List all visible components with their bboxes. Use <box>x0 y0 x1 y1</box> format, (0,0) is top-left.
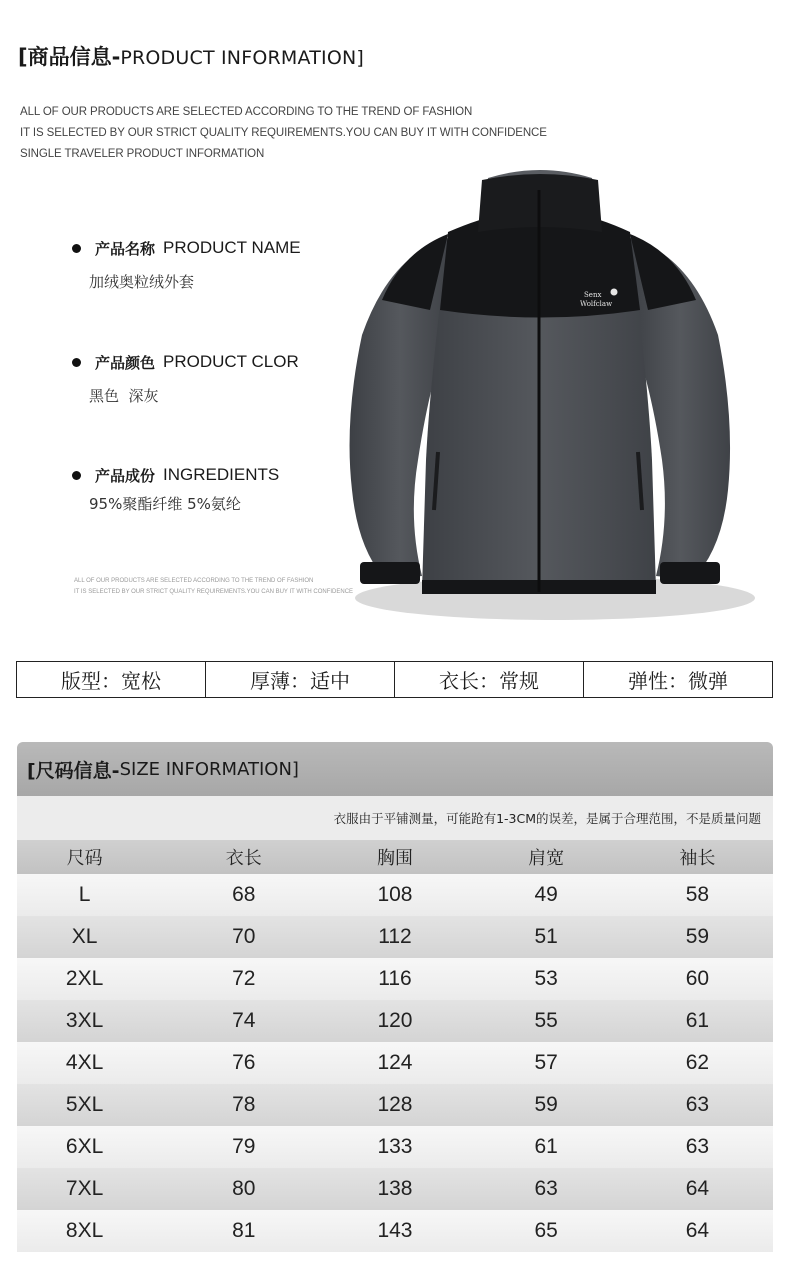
table-row <box>17 1000 773 1042</box>
table-cell: 133 <box>319 1126 470 1168</box>
table-cell: 58 <box>622 874 773 916</box>
table-cell: 120 <box>319 1000 470 1042</box>
table-cell: 128 <box>319 1084 470 1126</box>
bullet-icon <box>72 358 81 367</box>
table-cell: 61 <box>471 1126 622 1168</box>
left-cuff <box>360 562 420 584</box>
attribute-value: 黑色 深灰 <box>89 387 159 405</box>
product-info-title <box>18 42 364 72</box>
right-cuff <box>660 562 720 584</box>
small-print <box>74 576 353 598</box>
size-table-header <box>17 840 773 874</box>
table-cell: 116 <box>319 958 470 1000</box>
bullet-icon <box>72 244 81 253</box>
table-cell: 53 <box>471 958 622 1000</box>
size-info-section <box>17 742 773 1272</box>
table-cell: XL <box>17 916 168 958</box>
table-cell: 78 <box>168 1084 319 1126</box>
table-row <box>17 1168 773 1210</box>
intro-line: SINGLE TRAVELER PRODUCT INFORMATION <box>20 148 265 160</box>
table-row <box>17 1084 773 1126</box>
table-cell: 79 <box>168 1126 319 1168</box>
table-row <box>17 874 773 916</box>
fit-cell-length: 衣长：常规 <box>395 662 584 697</box>
size-info-title <box>17 742 773 796</box>
table-cell: 70 <box>168 916 319 958</box>
intro-line: ALL OF OUR PRODUCTS ARE SELECTED ACCORDING TO THE TREND OF FASHION <box>20 106 473 118</box>
jacket-logo-mark <box>611 289 618 296</box>
size-info-title-en: SIZE INFORMATION] <box>119 758 299 780</box>
table-row <box>17 1042 773 1084</box>
table-cell: 64 <box>622 1168 773 1210</box>
attribute-product-color <box>72 350 299 406</box>
table-cell: 63 <box>622 1126 773 1168</box>
table-cell: 62 <box>622 1042 773 1084</box>
fit-attributes-row <box>16 661 773 698</box>
jacket-logo-line-1: Senx <box>584 291 602 299</box>
column-header: 衣长 <box>168 840 319 874</box>
table-cell: 143 <box>319 1210 470 1252</box>
table-row <box>17 916 773 958</box>
attribute-label-cn: 产品成份 <box>95 466 156 485</box>
bullet-icon <box>72 471 81 480</box>
product-info-title-en: PRODUCT INFORMATION] <box>120 47 364 69</box>
column-header: 尺码 <box>17 840 168 874</box>
table-cell: 72 <box>168 958 319 1000</box>
fit-cell-elasticity: 弹性：微弹 <box>628 669 728 693</box>
jacket-logo-line-2: Wolfclaw <box>580 300 613 308</box>
product-intro <box>20 102 547 165</box>
table-cell: 68 <box>168 874 319 916</box>
attribute-label-cn: 产品名称 <box>95 239 156 258</box>
table-cell: 55 <box>471 1000 622 1042</box>
table-cell: 124 <box>319 1042 470 1084</box>
table-cell: 60 <box>622 958 773 1000</box>
attribute-label-cn: 产品颜色 <box>95 353 156 372</box>
table-cell: 6XL <box>17 1126 168 1168</box>
column-header: 袖长 <box>622 840 773 874</box>
column-header: 胸围 <box>319 840 470 874</box>
column-header: 肩宽 <box>471 840 622 874</box>
attribute-value: 加绒奥粒绒外套 <box>89 273 195 291</box>
table-row <box>17 1210 773 1252</box>
table-cell: 65 <box>471 1210 622 1252</box>
table-cell: 51 <box>471 916 622 958</box>
product-info-title-cn: [商品信息- <box>18 45 121 69</box>
table-cell: 138 <box>319 1168 470 1210</box>
fit-cell-style: 版型：宽松 <box>17 662 206 697</box>
attribute-label-en: PRODUCT NAME <box>163 238 301 257</box>
table-cell: 57 <box>471 1042 622 1084</box>
table-cell: 61 <box>622 1000 773 1042</box>
table-cell: 8XL <box>17 1210 168 1252</box>
table-cell: 63 <box>622 1084 773 1126</box>
table-cell: 81 <box>168 1210 319 1252</box>
table-cell: 112 <box>319 916 470 958</box>
table-cell: L <box>17 874 168 916</box>
table-row <box>17 958 773 1000</box>
table-cell: 59 <box>471 1084 622 1126</box>
table-cell: 2XL <box>17 958 168 1000</box>
table-cell: 76 <box>168 1042 319 1084</box>
table-cell: 74 <box>168 1000 319 1042</box>
attribute-label-en: INGREDIENTS <box>163 465 280 484</box>
attribute-product-name <box>72 236 301 292</box>
size-table <box>17 840 773 1252</box>
table-cell: 49 <box>471 874 622 916</box>
size-info-title-cn: [尺码信息- <box>27 759 120 782</box>
size-table-body <box>17 874 773 1252</box>
table-cell: 80 <box>168 1168 319 1210</box>
table-cell: 7XL <box>17 1168 168 1210</box>
table-cell: 4XL <box>17 1042 168 1084</box>
table-cell: 108 <box>319 874 470 916</box>
size-note: 衣服由于平铺测量，可能跄有1-3CM的误差，是属于合理范围，不是质量问题 <box>17 796 773 840</box>
table-cell: 3XL <box>17 1000 168 1042</box>
attribute-ingredients <box>72 463 279 514</box>
small-print-line: ALL OF OUR PRODUCTS ARE SELECTED ACCORDING TO THE TREND OF FASHION <box>74 578 314 584</box>
table-cell: 64 <box>622 1210 773 1252</box>
attribute-label-en: PRODUCT CLOR <box>163 352 299 371</box>
jacket-image <box>330 160 775 630</box>
table-cell: 59 <box>622 916 773 958</box>
table-cell: 5XL <box>17 1084 168 1126</box>
table-cell: 63 <box>471 1168 622 1210</box>
small-print-line: IT IS SELECTED BY OUR STRICT QUALITY REQUIREMENTS.YOU CAN BUY IT WITH CONFIDENCE <box>74 589 354 595</box>
table-row <box>17 1126 773 1168</box>
intro-line: IT IS SELECTED BY OUR STRICT QUALITY REQUIREMENTS.YOU CAN BUY IT WITH CONFIDENCE <box>20 127 547 139</box>
fit-cell-thickness: 厚薄：适中 <box>206 662 395 697</box>
attribute-value: 95%聚酯纤维 5%氨纶 <box>89 495 241 513</box>
